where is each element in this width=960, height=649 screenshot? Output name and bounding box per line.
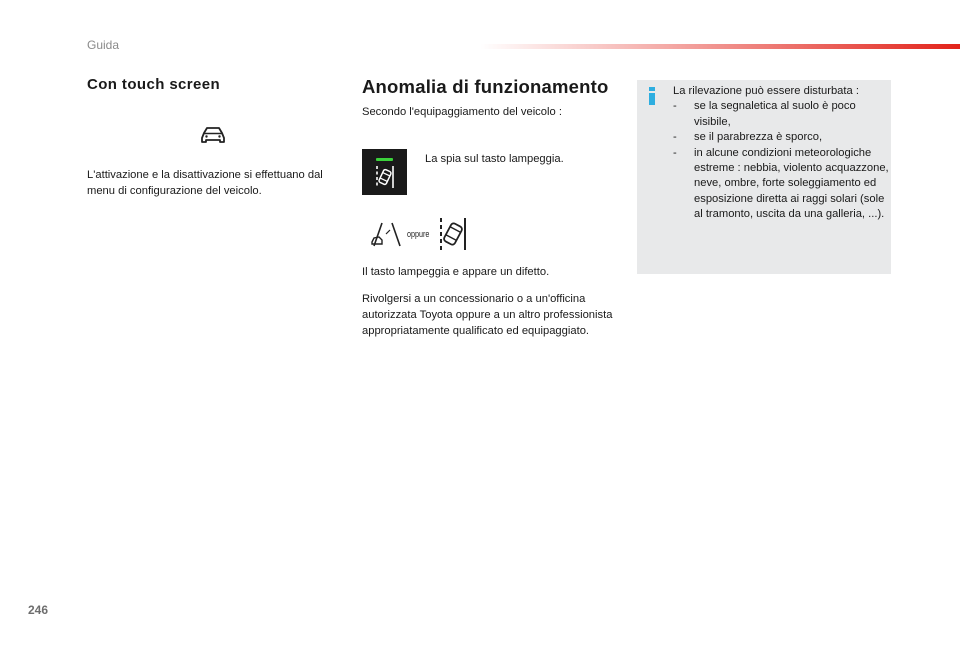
section-label: Guida bbox=[87, 38, 120, 52]
lane-assist-button-illustration bbox=[362, 149, 407, 195]
flash-fault-text: Il tasto lampeggia e appare un difetto. bbox=[362, 266, 550, 278]
info-lead: La rilevazione può essere disturbata : bbox=[673, 85, 859, 97]
lane-departure-outline-icon bbox=[438, 216, 468, 252]
contact-dealer-text: Rivolgersi a un concessionario o a un'officina autorizzata Toyota oppure a un altro professionista appropriatamente qualificato ed equipaggiato. bbox=[362, 293, 613, 337]
malfunction-section bbox=[362, 76, 617, 337]
info-list bbox=[673, 99, 891, 222]
car-outline-icon bbox=[198, 125, 228, 145]
header-accent-bar bbox=[480, 44, 960, 49]
lamp-text: La spia sul tasto lampeggia. bbox=[425, 153, 564, 165]
touch-screen-heading: Con touch screen bbox=[87, 76, 221, 93]
info-icon bbox=[648, 87, 656, 105]
page-number: 246 bbox=[28, 603, 49, 617]
info-box bbox=[637, 80, 891, 274]
info-list-item: - se la segnaletica al suolo è poco visibile, bbox=[673, 99, 891, 130]
info-list-item: - se il parabrezza è sporco, bbox=[673, 130, 891, 145]
info-text bbox=[673, 84, 891, 223]
fault-icons-row bbox=[370, 216, 480, 254]
touch-screen-text: L'attivazione e la disattivazione si effettuano dal menu di configurazione del veicolo. bbox=[87, 169, 323, 197]
lane-departure-icon bbox=[374, 164, 396, 190]
malfunction-heading: Anomalia di funzionamento bbox=[362, 76, 609, 97]
or-label: oppure bbox=[407, 229, 430, 239]
lane-warning-fault-icon bbox=[370, 220, 404, 250]
touch-screen-section bbox=[87, 76, 347, 197]
info-list-item: - in alcune condizioni meteorologiche estreme : nebbia, violento acquazzone, neve, ombre, forte soleggiamento ed esposizione diretta ai raggi solari (sole al tramonto, uscita da una galleria, ...). bbox=[673, 146, 891, 223]
warning-lamp-led bbox=[376, 158, 393, 161]
malfunction-intro: Secondo l'equipaggiamento del veicolo : bbox=[362, 106, 562, 118]
